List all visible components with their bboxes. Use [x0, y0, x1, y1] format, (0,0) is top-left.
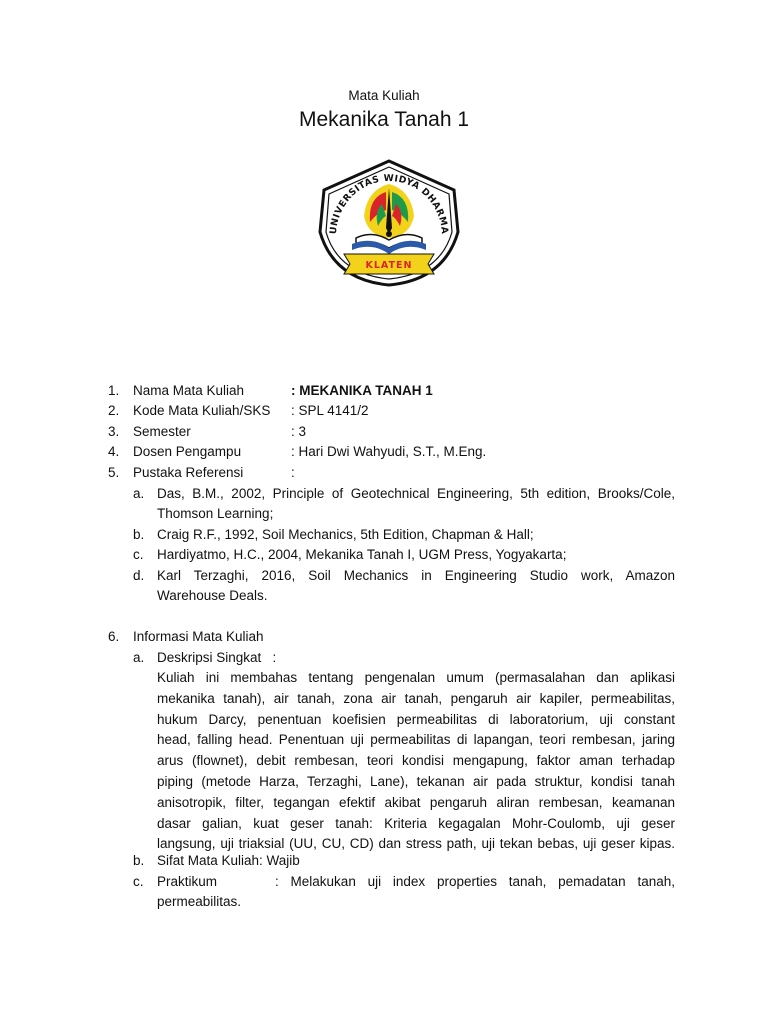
- item-value: : MEKANIKA TANAH 1: [291, 383, 433, 398]
- reference-line: Karl Terzaghi, 2016, Soil Mechanics in Engineering Studio work, Amazon: [157, 568, 675, 583]
- item-number: 1.: [108, 383, 120, 398]
- description-line: hukum Darcy, penentuan koefisien permeabilitas di laboratorium, uji constant: [157, 711, 675, 727]
- reference-line: Warehouse Deals.: [157, 588, 268, 603]
- info-letter: b.: [133, 853, 145, 868]
- reference-letter: b.: [133, 527, 145, 542]
- practicum-label: Praktikum: [157, 874, 218, 889]
- description-line: head, falling head. Penentuan uji permeabilitas di lapangan, teori rembesan, jaring: [157, 732, 675, 748]
- info-letter: c.: [133, 874, 144, 889]
- item-number: 6.: [108, 629, 120, 644]
- university-logo: [316, 158, 462, 288]
- description-line: piping (metode Harza, Terzaghi, Lane), tekanan air pada struktur, kondisi tanah: [157, 773, 675, 789]
- course-title: Mekanika Tanah 1: [298, 108, 470, 131]
- item-number: 5.: [108, 465, 120, 480]
- logo-banner-text: KLATEN: [365, 260, 413, 271]
- item-value: : Hari Dwi Wahyudi, S.T., M.Eng.: [291, 444, 487, 459]
- info-letter: a.: [133, 650, 145, 665]
- item-value: : 3: [291, 424, 307, 439]
- item-number: 4.: [108, 444, 120, 459]
- logo-arc-text: UNIVERSITAS WIDYA DHARMA: [327, 172, 451, 235]
- description-line: mekanika tanah), air tanah, zona air tanah, pengaruh air kapiler, permeabilitas,: [157, 690, 675, 706]
- nature-label: Sifat Mata Kuliah: [157, 853, 260, 868]
- description-line: arus (flownet), debit rembesan, teori kondisi mengapung, faktor aman terhadap: [157, 753, 675, 769]
- item-number: 3.: [108, 424, 120, 439]
- description-label: Deskripsi Singkat :: [157, 650, 277, 665]
- description-line: anisotropik, filter, tegangan efektif akibat pengaruh aliran rembesan, keamanan: [157, 794, 675, 810]
- reference-line: Das, B.M., 2002, Principle of Geotechnical Engineering, 5th edition, Brooks/Cole,: [157, 486, 675, 501]
- item-label: Semester: [133, 424, 191, 439]
- description-line: dasar galian, kuat geser tanah: Kriteria kegagalan Mohr-Coulomb, uji geser: [157, 815, 675, 831]
- reference-line: Hardiyatmo, H.C., 2004, Mekanika Tanah I, UGM Press, Yogyakarta;: [157, 547, 567, 562]
- item-value: :: [291, 465, 295, 480]
- description-line: Kuliah ini membahas tentang pengenalan umum (permasalahan dan aplikasi: [157, 670, 675, 685]
- practicum-value-cont: permeabilitas.: [157, 894, 242, 909]
- item-label: Kode Mata Kuliah/SKS: [133, 403, 271, 418]
- nature-value: : Wajib: [259, 853, 300, 868]
- reference-line: Craig R.F., 1992, Soil Mechanics, 5th Edition, Chapman & Hall;: [157, 527, 534, 542]
- reference-line: Thomson Learning;: [157, 506, 274, 521]
- item-number: 2.: [108, 403, 120, 418]
- item-label: Informasi Mata Kuliah: [133, 629, 264, 644]
- item-label: Pustaka Referensi: [133, 465, 244, 480]
- item-value: : SPL 4141/2: [291, 403, 369, 418]
- reference-letter: c.: [133, 547, 144, 562]
- reference-letter: d.: [133, 568, 145, 583]
- reference-letter: a.: [133, 486, 145, 501]
- course-description: [157, 668, 675, 855]
- description-line: langsung, uji triaksial (UU, CU, CD) dan stress path, uji tekan bebas, uji geser kipas.: [157, 836, 675, 852]
- item-label: Nama Mata Kuliah: [133, 383, 245, 398]
- practicum-value: : Melakukan uji index properties tanah, pemadatan tanah,: [275, 874, 675, 889]
- course-subtitle: Mata Kuliah: [348, 88, 420, 103]
- item-label: Dosen Pengampu: [133, 444, 242, 459]
